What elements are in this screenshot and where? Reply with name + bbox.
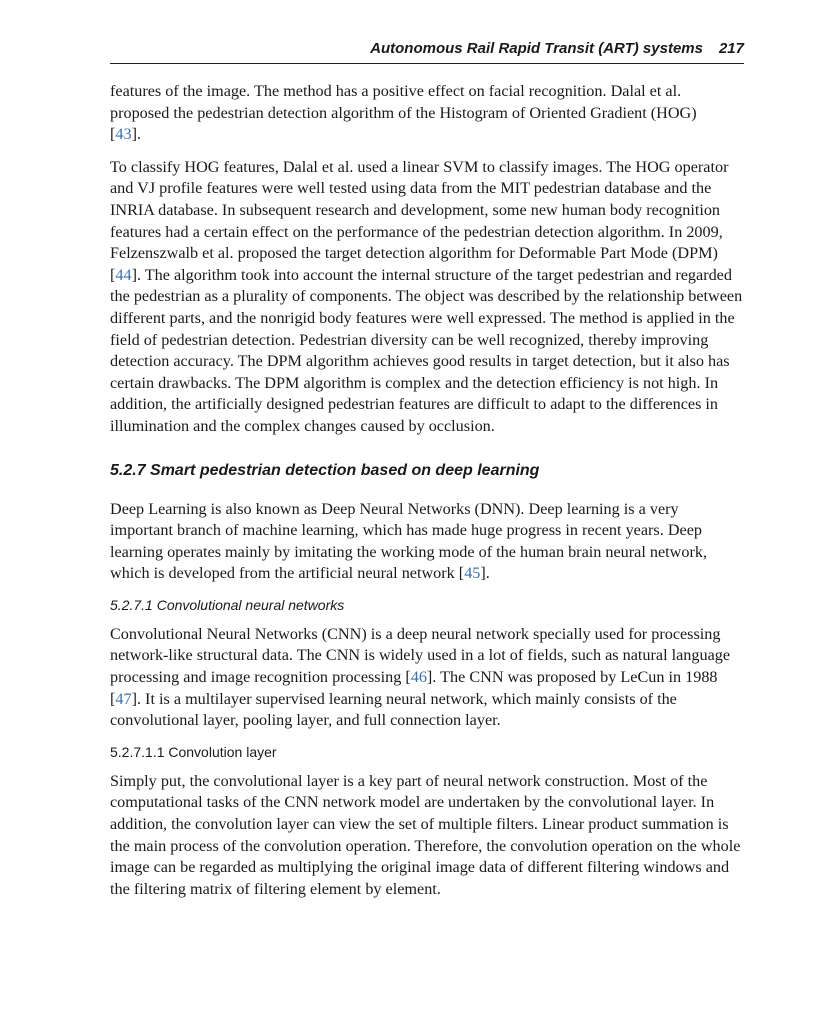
citation-bracket-close: ]. bbox=[131, 125, 142, 144]
paragraph-cnn bbox=[110, 624, 744, 732]
paragraph-convolution-layer: Simply put, the convolutional layer is a key part of neural network construction. Most of the computational tasks of the CNN network model are undertaken by the convolutional layer. In addition, the convolution layer can view the set of multiple filters. Linear product summation is the main process of the convolution operation. Therefore, the convolution operation on the whole image can be regarded as multiplying the original image data of different filtering windows and the filtering matrix of filtering element by element. bbox=[110, 771, 741, 898]
subsubsection-heading-5-2-7-1-1: 5.2.7.1.1 Convolution layer bbox=[110, 743, 277, 760]
page bbox=[110, 40, 744, 911]
paragraph-text: ]. bbox=[480, 564, 490, 583]
paragraph-hog-dpm bbox=[110, 157, 744, 438]
citation-link-44[interactable]: 44 bbox=[115, 265, 132, 284]
paragraph-text: ]. It is a multilayer supervised learning neural network, which mainly consists of the convolutional layer, pooling layer, and full connection layer. bbox=[110, 689, 677, 730]
paragraph-text: ]. The CNN was proposed by LeCun in 1988 [ bbox=[110, 668, 718, 708]
section-heading-5-2-7: 5.2.7 Smart pedestrian detection based on deep learning bbox=[110, 461, 540, 479]
citation-link-46[interactable]: 46 bbox=[410, 668, 427, 687]
subsection-heading-5-2-7-1: 5.2.7.1 Convolutional neural networks bbox=[110, 596, 345, 613]
running-header bbox=[110, 40, 744, 64]
paragraph-text: features of the image. The method has a positive effect on facial recognition. Dalal et al. proposed the pedestrian detection algorithm of the Histogram of Oriented Gradient (HOG) bbox=[110, 82, 697, 122]
citation-link-43[interactable]: 43 bbox=[115, 125, 132, 144]
citation-bracket-open: [ bbox=[110, 125, 116, 144]
citation-link-45[interactable]: 45 bbox=[464, 564, 481, 583]
paragraph-text: To classify HOG features, Dalal et al. used a linear SVM to classify images. The HOG operator and VJ profile features were well tested using data from the MIT pedestrian database and the INRIA database. In subsequent research and development, some new human body recognition features had a certain effect on the performance of the pedestrian detection algorithm. In 2009, Felzenszwalb et al. proposed the target detection algorithm for Deformable Part Mode (DPM) [ bbox=[110, 157, 729, 284]
citation-link-47[interactable]: 47 bbox=[115, 689, 132, 708]
paragraph-text: Convolutional Neural Networks (CNN) is a deep neural network specially used for processing network-like structural data. The CNN is widely used in a lot of fields, such as natural language processing and image recognition processing [ bbox=[110, 624, 731, 687]
body-text bbox=[110, 81, 744, 900]
paragraph-text: Deep Learning is also known as Deep Neural Networks (DNN). Deep learning is a very important branch of machine learning, which has made huge progress in recent years. Deep learning operates mainly by imitating the working mode of the human brain neural network, which is developed from the artificial neural network [ bbox=[110, 499, 707, 583]
page-number: 217 bbox=[718, 40, 744, 57]
running-header-title: Autonomous Rail Rapid Transit (ART) systems bbox=[370, 40, 703, 57]
paragraph-hog-intro bbox=[110, 81, 744, 146]
paragraph-deep-learning bbox=[110, 499, 744, 585]
paragraph-text: ]. The algorithm took into account the internal structure of the target pedestrian and regarded the pedestrian as a plurality of components. The object was described by the relationship between different parts, and the nonrigid body features were well expressed. The method is applied in the field of pedestrian detection. Pedestrian diversity can be well recognized, thereby improving detection accuracy. The DPM algorithm achieves good results in target detection, but it also has certain drawbacks. The DPM algorithm is complex and the detection efficiency is not high. In addition, the artificially designed pedestrian features are difficult to adapt to the differences in illumination and the complex changes caused by occlusion. bbox=[110, 265, 743, 435]
